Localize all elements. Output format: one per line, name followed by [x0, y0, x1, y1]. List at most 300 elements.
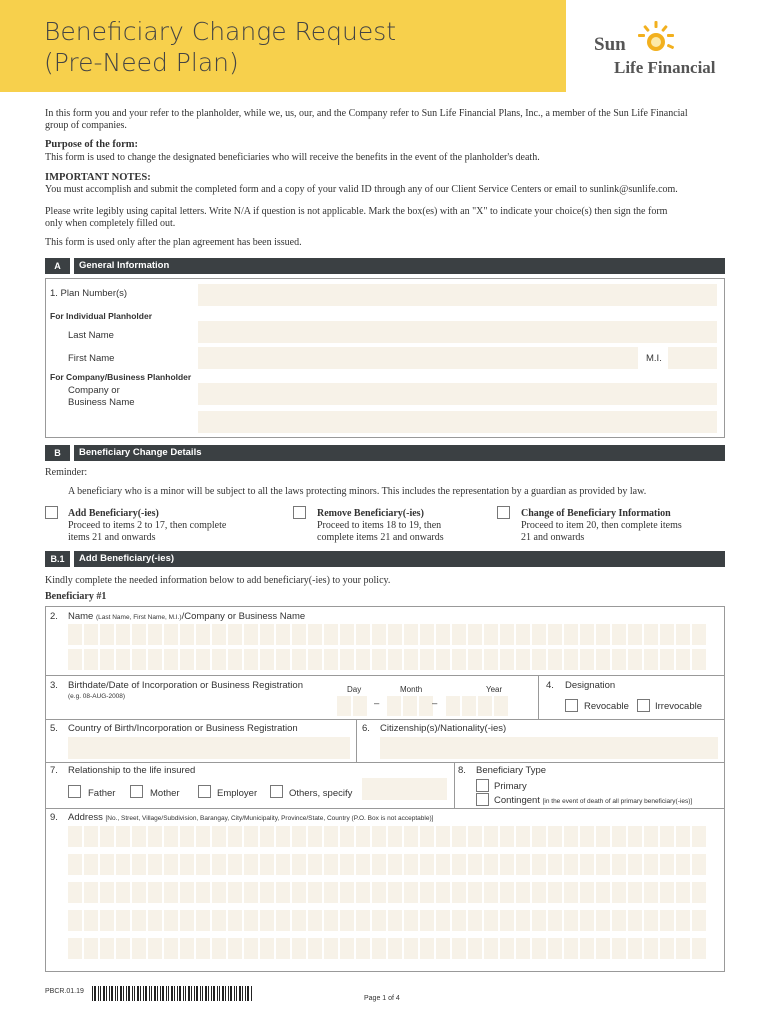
char-cell[interactable] [196, 826, 210, 847]
char-cell[interactable] [292, 826, 306, 847]
char-cell[interactable] [516, 649, 530, 670]
char-cell[interactable] [132, 649, 146, 670]
char-cell[interactable] [436, 938, 450, 959]
char-cell[interactable] [340, 910, 354, 931]
char-cell[interactable] [580, 854, 594, 875]
char-cell[interactable] [68, 854, 82, 875]
char-cell[interactable] [212, 910, 226, 931]
char-cell[interactable] [404, 826, 418, 847]
char-cell[interactable] [228, 826, 242, 847]
year-cell[interactable] [446, 696, 460, 716]
char-cell[interactable] [68, 882, 82, 903]
char-cell[interactable] [404, 938, 418, 959]
char-cell[interactable] [404, 882, 418, 903]
change-info-checkbox[interactable] [497, 506, 510, 519]
char-cell[interactable] [164, 938, 178, 959]
char-cell[interactable] [548, 649, 562, 670]
char-cell[interactable] [436, 624, 450, 645]
char-cell[interactable] [532, 938, 546, 959]
char-cell[interactable] [532, 910, 546, 931]
char-cell[interactable] [612, 649, 626, 670]
char-cell[interactable] [644, 854, 658, 875]
char-cell[interactable] [516, 882, 530, 903]
char-cell[interactable] [500, 938, 514, 959]
char-cell[interactable] [468, 826, 482, 847]
char-cell[interactable] [68, 624, 82, 645]
char-cell[interactable] [324, 882, 338, 903]
char-cell[interactable] [484, 826, 498, 847]
char-cell[interactable] [516, 624, 530, 645]
year-cell[interactable] [462, 696, 476, 716]
employer-checkbox[interactable] [198, 785, 211, 798]
char-cell[interactable] [324, 910, 338, 931]
char-cell[interactable] [100, 624, 114, 645]
char-cell[interactable] [628, 624, 642, 645]
char-cell[interactable] [596, 826, 610, 847]
char-cell[interactable] [68, 826, 82, 847]
char-cell[interactable] [628, 938, 642, 959]
country-field[interactable] [68, 737, 350, 759]
char-cell[interactable] [564, 854, 578, 875]
char-cell[interactable] [148, 854, 162, 875]
char-cell[interactable] [500, 624, 514, 645]
char-cell[interactable] [132, 882, 146, 903]
char-cell[interactable] [692, 649, 706, 670]
char-cell[interactable] [596, 624, 610, 645]
char-cell[interactable] [116, 882, 130, 903]
char-cell[interactable] [676, 938, 690, 959]
char-cell[interactable] [100, 882, 114, 903]
char-cell[interactable] [260, 882, 274, 903]
char-cell[interactable] [324, 854, 338, 875]
char-cell[interactable] [228, 938, 242, 959]
char-cell[interactable] [228, 624, 242, 645]
char-cell[interactable] [372, 826, 386, 847]
char-cell[interactable] [500, 882, 514, 903]
address-cells[interactable] [68, 826, 718, 966]
char-cell[interactable] [420, 882, 434, 903]
char-cell[interactable] [532, 649, 546, 670]
others-checkbox[interactable] [270, 785, 283, 798]
char-cell[interactable] [612, 826, 626, 847]
char-cell[interactable] [164, 624, 178, 645]
char-cell[interactable] [292, 910, 306, 931]
char-cell[interactable] [356, 910, 370, 931]
char-cell[interactable] [308, 826, 322, 847]
char-cell[interactable] [308, 938, 322, 959]
char-cell[interactable] [388, 882, 402, 903]
char-cell[interactable] [196, 882, 210, 903]
name-cells-row-2[interactable] [68, 649, 718, 670]
char-cell[interactable] [100, 938, 114, 959]
char-cell[interactable] [164, 882, 178, 903]
char-cell[interactable] [628, 826, 642, 847]
char-cell[interactable] [468, 649, 482, 670]
char-cell[interactable] [452, 882, 466, 903]
char-cell[interactable] [436, 649, 450, 670]
char-cell[interactable] [100, 854, 114, 875]
char-cell[interactable] [692, 882, 706, 903]
char-cell[interactable] [612, 938, 626, 959]
char-cell[interactable] [692, 854, 706, 875]
char-cell[interactable] [68, 938, 82, 959]
char-cell[interactable] [388, 910, 402, 931]
char-cell[interactable] [260, 854, 274, 875]
char-cell[interactable] [260, 910, 274, 931]
char-cell[interactable] [548, 826, 562, 847]
char-cell[interactable] [484, 910, 498, 931]
char-cell[interactable] [452, 624, 466, 645]
char-cell[interactable] [516, 826, 530, 847]
char-cell[interactable] [452, 910, 466, 931]
char-cell[interactable] [340, 938, 354, 959]
char-cell[interactable] [420, 910, 434, 931]
char-cell[interactable] [212, 882, 226, 903]
char-cell[interactable] [532, 624, 546, 645]
char-cell[interactable] [660, 826, 674, 847]
char-cell[interactable] [276, 910, 290, 931]
char-cell[interactable] [292, 938, 306, 959]
char-cell[interactable] [68, 910, 82, 931]
char-cell[interactable] [548, 938, 562, 959]
char-cell[interactable] [84, 826, 98, 847]
char-cell[interactable] [372, 624, 386, 645]
char-cell[interactable] [388, 649, 402, 670]
char-cell[interactable] [628, 910, 642, 931]
char-cell[interactable] [612, 910, 626, 931]
char-cell[interactable] [676, 649, 690, 670]
char-cell[interactable] [356, 938, 370, 959]
char-cell[interactable] [500, 826, 514, 847]
char-cell[interactable] [308, 854, 322, 875]
first-name-field[interactable] [198, 347, 638, 369]
char-cell[interactable] [116, 649, 130, 670]
char-cell[interactable] [676, 854, 690, 875]
char-cell[interactable] [468, 938, 482, 959]
char-cell[interactable] [564, 624, 578, 645]
char-cell[interactable] [532, 854, 546, 875]
char-cell[interactable] [612, 624, 626, 645]
char-cell[interactable] [436, 854, 450, 875]
char-cell[interactable] [564, 826, 578, 847]
char-cell[interactable] [580, 826, 594, 847]
char-cell[interactable] [436, 882, 450, 903]
char-cell[interactable] [196, 938, 210, 959]
char-cell[interactable] [212, 938, 226, 959]
char-cell[interactable] [564, 910, 578, 931]
char-cell[interactable] [516, 938, 530, 959]
char-cell[interactable] [452, 826, 466, 847]
char-cell[interactable] [676, 882, 690, 903]
char-cell[interactable] [132, 624, 146, 645]
char-cell[interactable] [436, 826, 450, 847]
char-cell[interactable] [324, 649, 338, 670]
char-cell[interactable] [564, 882, 578, 903]
char-cell[interactable] [484, 649, 498, 670]
char-cell[interactable] [260, 826, 274, 847]
char-cell[interactable] [580, 938, 594, 959]
char-cell[interactable] [372, 882, 386, 903]
char-cell[interactable] [356, 624, 370, 645]
char-cell[interactable] [452, 854, 466, 875]
char-cell[interactable] [484, 938, 498, 959]
char-cell[interactable] [276, 826, 290, 847]
char-cell[interactable] [196, 649, 210, 670]
char-cell[interactable] [260, 624, 274, 645]
others-specify-field[interactable] [362, 778, 447, 800]
char-cell[interactable] [324, 624, 338, 645]
char-cell[interactable] [180, 938, 194, 959]
char-cell[interactable] [692, 938, 706, 959]
month-cell[interactable] [403, 696, 417, 716]
char-cell[interactable] [404, 624, 418, 645]
char-cell[interactable] [244, 938, 258, 959]
char-cell[interactable] [356, 826, 370, 847]
char-cell[interactable] [420, 826, 434, 847]
char-cell[interactable] [564, 938, 578, 959]
day-cell[interactable] [353, 696, 367, 716]
char-cell[interactable] [532, 882, 546, 903]
char-cell[interactable] [132, 826, 146, 847]
char-cell[interactable] [84, 910, 98, 931]
irrevocable-checkbox[interactable] [637, 699, 650, 712]
char-cell[interactable] [484, 624, 498, 645]
char-cell[interactable] [84, 624, 98, 645]
char-cell[interactable] [580, 649, 594, 670]
char-cell[interactable] [580, 882, 594, 903]
revocable-checkbox[interactable] [565, 699, 578, 712]
char-cell[interactable] [228, 649, 242, 670]
char-cell[interactable] [612, 882, 626, 903]
year-cell[interactable] [494, 696, 508, 716]
char-cell[interactable] [692, 624, 706, 645]
char-cell[interactable] [292, 624, 306, 645]
char-cell[interactable] [100, 826, 114, 847]
char-cell[interactable] [212, 624, 226, 645]
char-cell[interactable] [276, 649, 290, 670]
char-cell[interactable] [84, 649, 98, 670]
char-cell[interactable] [660, 910, 674, 931]
plan-number-field[interactable] [198, 284, 717, 306]
char-cell[interactable] [484, 882, 498, 903]
contingent-checkbox[interactable] [476, 793, 489, 806]
char-cell[interactable] [644, 624, 658, 645]
char-cell[interactable] [596, 882, 610, 903]
char-cell[interactable] [180, 882, 194, 903]
month-cell[interactable] [387, 696, 401, 716]
char-cell[interactable] [468, 854, 482, 875]
month-cell[interactable] [419, 696, 433, 716]
char-cell[interactable] [292, 649, 306, 670]
char-cell[interactable] [276, 624, 290, 645]
char-cell[interactable] [372, 649, 386, 670]
char-cell[interactable] [116, 826, 130, 847]
char-cell[interactable] [452, 938, 466, 959]
mi-field[interactable] [668, 347, 717, 369]
char-cell[interactable] [228, 854, 242, 875]
char-cell[interactable] [420, 649, 434, 670]
char-cell[interactable] [452, 649, 466, 670]
char-cell[interactable] [100, 910, 114, 931]
char-cell[interactable] [308, 649, 322, 670]
char-cell[interactable] [548, 624, 562, 645]
char-cell[interactable] [596, 854, 610, 875]
char-cell[interactable] [116, 910, 130, 931]
char-cell[interactable] [164, 649, 178, 670]
char-cell[interactable] [164, 826, 178, 847]
char-cell[interactable] [580, 624, 594, 645]
char-cell[interactable] [660, 854, 674, 875]
char-cell[interactable] [340, 826, 354, 847]
char-cell[interactable] [276, 854, 290, 875]
char-cell[interactable] [116, 624, 130, 645]
remove-beneficiary-checkbox[interactable] [293, 506, 306, 519]
char-cell[interactable] [500, 910, 514, 931]
char-cell[interactable] [596, 910, 610, 931]
char-cell[interactable] [212, 649, 226, 670]
primary-checkbox[interactable] [476, 779, 489, 792]
day-cell[interactable] [337, 696, 351, 716]
char-cell[interactable] [548, 882, 562, 903]
char-cell[interactable] [228, 882, 242, 903]
company-name-field-1[interactable] [198, 383, 717, 405]
char-cell[interactable] [356, 882, 370, 903]
char-cell[interactable] [116, 938, 130, 959]
char-cell[interactable] [420, 938, 434, 959]
char-cell[interactable] [324, 938, 338, 959]
char-cell[interactable] [372, 910, 386, 931]
char-cell[interactable] [372, 854, 386, 875]
add-beneficiary-checkbox[interactable] [45, 506, 58, 519]
char-cell[interactable] [340, 854, 354, 875]
char-cell[interactable] [132, 910, 146, 931]
char-cell[interactable] [340, 624, 354, 645]
char-cell[interactable] [468, 624, 482, 645]
char-cell[interactable] [516, 854, 530, 875]
char-cell[interactable] [388, 826, 402, 847]
char-cell[interactable] [180, 624, 194, 645]
char-cell[interactable] [244, 624, 258, 645]
char-cell[interactable] [340, 882, 354, 903]
char-cell[interactable] [420, 624, 434, 645]
char-cell[interactable] [484, 854, 498, 875]
char-cell[interactable] [580, 910, 594, 931]
name-cells-row-1[interactable] [68, 624, 718, 645]
char-cell[interactable] [644, 649, 658, 670]
char-cell[interactable] [84, 882, 98, 903]
char-cell[interactable] [420, 854, 434, 875]
char-cell[interactable] [84, 938, 98, 959]
char-cell[interactable] [244, 826, 258, 847]
char-cell[interactable] [308, 882, 322, 903]
char-cell[interactable] [324, 826, 338, 847]
char-cell[interactable] [388, 624, 402, 645]
char-cell[interactable] [356, 854, 370, 875]
char-cell[interactable] [596, 938, 610, 959]
char-cell[interactable] [548, 910, 562, 931]
char-cell[interactable] [500, 649, 514, 670]
char-cell[interactable] [404, 854, 418, 875]
char-cell[interactable] [468, 882, 482, 903]
char-cell[interactable] [388, 938, 402, 959]
char-cell[interactable] [244, 910, 258, 931]
char-cell[interactable] [356, 649, 370, 670]
char-cell[interactable] [132, 854, 146, 875]
char-cell[interactable] [436, 910, 450, 931]
char-cell[interactable] [244, 854, 258, 875]
char-cell[interactable] [164, 854, 178, 875]
year-cell[interactable] [478, 696, 492, 716]
char-cell[interactable] [196, 910, 210, 931]
char-cell[interactable] [404, 910, 418, 931]
char-cell[interactable] [100, 649, 114, 670]
char-cell[interactable] [660, 938, 674, 959]
char-cell[interactable] [244, 882, 258, 903]
char-cell[interactable] [68, 649, 82, 670]
mother-checkbox[interactable] [130, 785, 143, 798]
char-cell[interactable] [676, 910, 690, 931]
char-cell[interactable] [148, 882, 162, 903]
char-cell[interactable] [132, 938, 146, 959]
char-cell[interactable] [660, 882, 674, 903]
char-cell[interactable] [676, 826, 690, 847]
char-cell[interactable] [308, 624, 322, 645]
char-cell[interactable] [260, 938, 274, 959]
char-cell[interactable] [388, 854, 402, 875]
char-cell[interactable] [660, 649, 674, 670]
char-cell[interactable] [628, 882, 642, 903]
citizenship-field[interactable] [380, 737, 718, 759]
char-cell[interactable] [148, 624, 162, 645]
char-cell[interactable] [260, 649, 274, 670]
char-cell[interactable] [628, 649, 642, 670]
char-cell[interactable] [340, 649, 354, 670]
char-cell[interactable] [228, 910, 242, 931]
char-cell[interactable] [180, 910, 194, 931]
char-cell[interactable] [292, 882, 306, 903]
char-cell[interactable] [564, 649, 578, 670]
char-cell[interactable] [308, 910, 322, 931]
father-checkbox[interactable] [68, 785, 81, 798]
char-cell[interactable] [164, 910, 178, 931]
char-cell[interactable] [148, 910, 162, 931]
char-cell[interactable] [692, 910, 706, 931]
last-name-field[interactable] [198, 321, 717, 343]
char-cell[interactable] [148, 649, 162, 670]
char-cell[interactable] [276, 938, 290, 959]
char-cell[interactable] [692, 826, 706, 847]
char-cell[interactable] [180, 649, 194, 670]
char-cell[interactable] [644, 826, 658, 847]
char-cell[interactable] [500, 854, 514, 875]
char-cell[interactable] [532, 826, 546, 847]
char-cell[interactable] [244, 649, 258, 670]
char-cell[interactable] [212, 826, 226, 847]
char-cell[interactable] [196, 624, 210, 645]
char-cell[interactable] [660, 624, 674, 645]
char-cell[interactable] [180, 854, 194, 875]
char-cell[interactable] [116, 854, 130, 875]
char-cell[interactable] [180, 826, 194, 847]
char-cell[interactable] [612, 854, 626, 875]
char-cell[interactable] [276, 882, 290, 903]
char-cell[interactable] [516, 910, 530, 931]
char-cell[interactable] [196, 854, 210, 875]
char-cell[interactable] [468, 910, 482, 931]
char-cell[interactable] [84, 854, 98, 875]
char-cell[interactable] [548, 854, 562, 875]
char-cell[interactable] [644, 910, 658, 931]
